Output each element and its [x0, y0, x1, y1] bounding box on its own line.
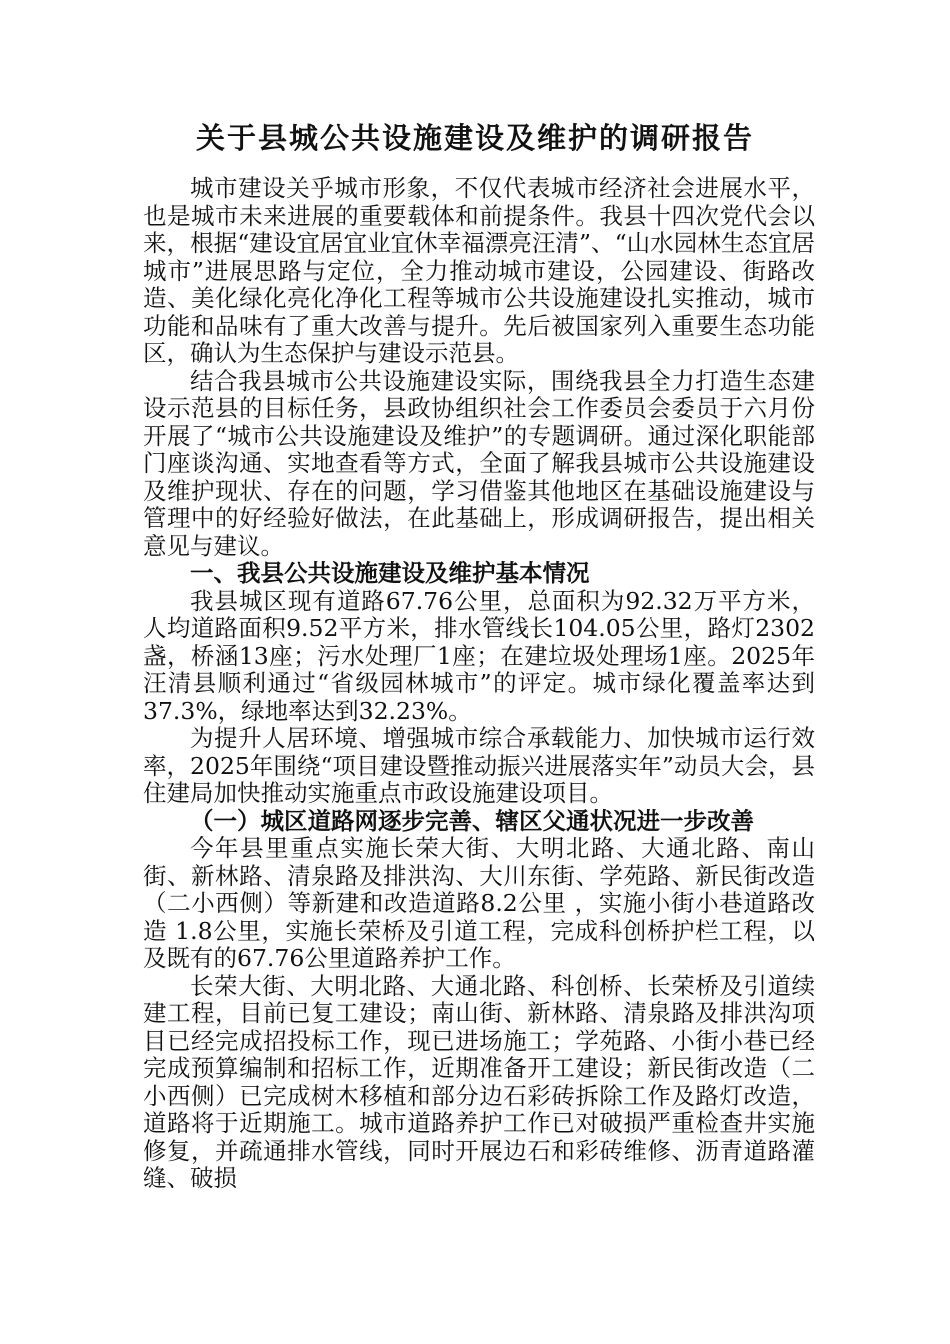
paragraph-projects-overview: 为提升人居环境、增强城市综合承载能力、加快城市运行效率，2025年围绕“项目建设暨推动振兴进展落实年”动员大会，县住建局加快推动实施重点市政设施建设项目。: [143, 724, 815, 807]
paragraph-intro: 城市建设关乎城市形象，不仅代表城市经济社会进展水平，也是城市未来进展的重要载体和前提条件。我县十四次党代会以来，根据“建设宜居宜业宜休幸福漂亮汪清”、“山水园林生态宜居城市”进展思路与定位，全力推动城市建设，公园建设、街路改造、美化绿化亮化净化工程等城市公共设施建设扎实推动，城市功能和品味有了重大改善与提升。先后被国家列入重要生态功能区，确认为生态保护与建设示范县。: [143, 174, 815, 367]
section-heading-1: 一、我县公共设施建设及维护基本情况: [190, 559, 590, 587]
paragraph-road-progress: 长荣大街、大明北路、大通北路、科创桥、长荣桥及引道续建工程，目前已复工建设；南山街、新林路、清泉路及排洪沟项目已经完成招投标工作，现已进场施工；学苑路、小街小巷已经完成预算编制和招标工作，近期准备开工建设；新民街改造（二小西侧）已完成树木移植和部分边石彩砖拆除工作及路灯改造，道路将于近期施工。城市道路养护工作已对破损严重检查井实施修复，并疏通排水管线，同时开展边石和彩砖维修、沥青道路灌缝、破损: [143, 971, 815, 1192]
paragraph-survey-background: 结合我县城市公共设施建设实际，围绕我县全力打造生态建设示范县的目标任务，县政协组织社会工作委员会委员于六月份开展了“城市公共设施建设及维护”的专题调研。通过深化职能部门座谈沟通、实地查看等方式，全面了解我县城市公共设施建设及维护现状、存在的问题，学习借鉴其他地区在基础设施建设与管理中的好经验好做法，在此基础上，形成调研报告，提出相关意见与建议。: [143, 366, 815, 560]
paragraph-basic-stats: 我县城区现有道路67.76公里，总面积为92.32万平方米，人均道路面积9.52平方米，排水管线长104.05公里，路灯2302盏，桥涵13座；污水处理厂1座；在建垃圾处理场1座。2025年汪清县顺利通过“省级园林城市”的评定。城市绿化覆盖率达到37.3%，绿地率达到32.23%。: [143, 586, 815, 725]
document-title: 关于县城公共设施建设及维护的调研报告: [195, 121, 754, 155]
subsection-heading-1: （一）城区道路网逐步完善、辖区父通状况进一步改善: [190, 806, 754, 835]
document-body: [143, 175, 815, 1193]
paragraph-road-projects: 今年县里重点实施长荣大街、大明北路、大通北路、南山街、新林路、清泉路及排洪沟、大川东街、学苑路、新民街改造（二小西侧）等新建和改造道路8.2公里 ，实施小街小巷道路改造 1.8公里，实施长荣桥及引道工程，完成科创桥护栏工程，以及既有的67.76公里道路养护工作。: [143, 834, 815, 972]
